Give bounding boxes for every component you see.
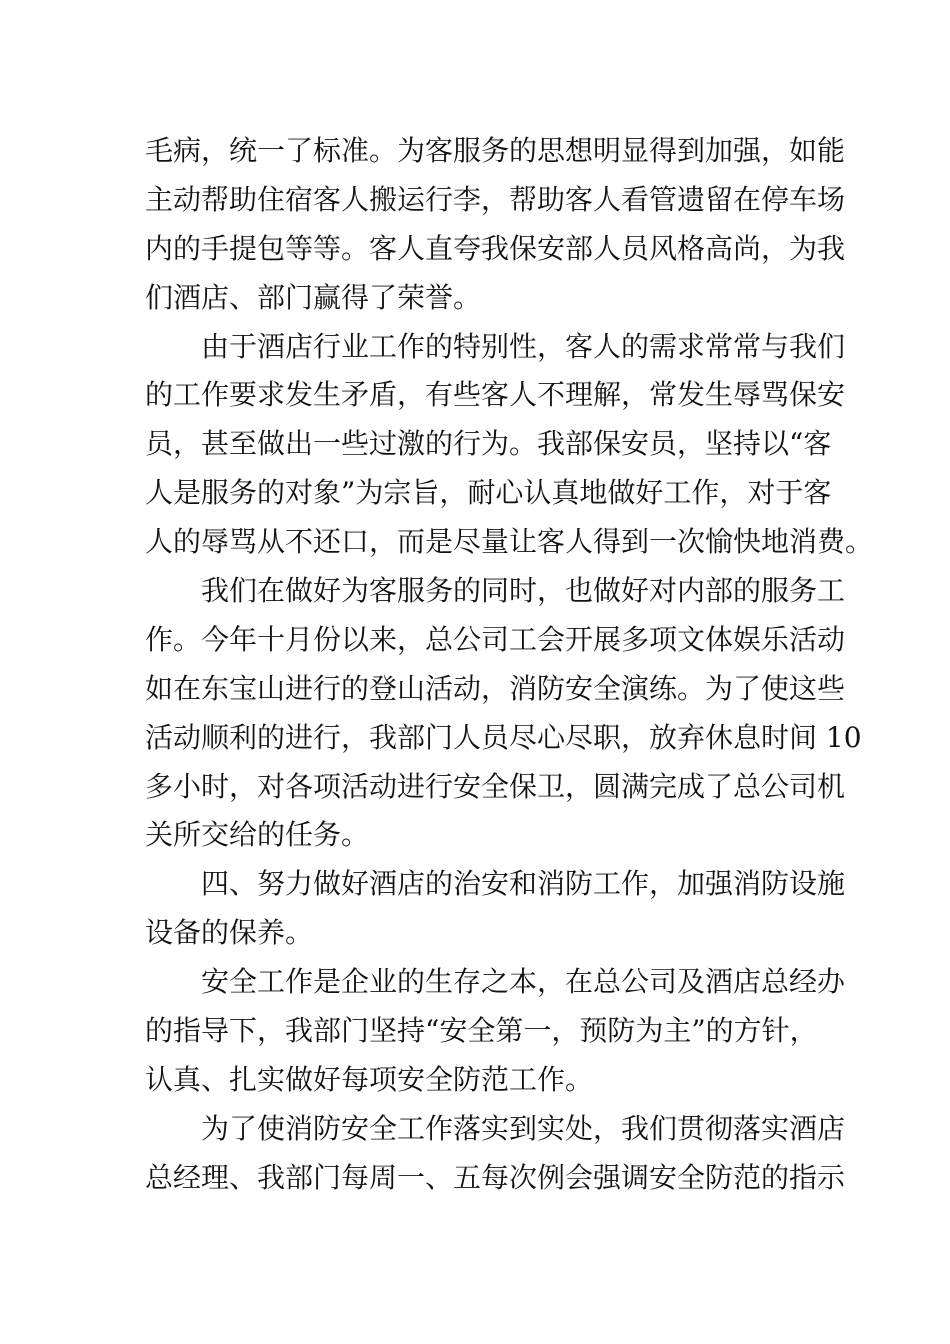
text-line: 活动顺利的进行，我部门人员尽心尽职，放弃休息时间 10	[145, 720, 862, 754]
document-body	[145, 127, 874, 1203]
text-line: 设备的保养。	[145, 916, 314, 950]
text-line: 内的手提包等等。客人直夸我保安部人员风格高尚，为我	[145, 231, 846, 265]
text-line: 我们在做好为客服务的同时，也做好对内部的服务工	[201, 574, 846, 608]
text-line: 由于酒店行业工作的特别性，客人的需求常常与我们	[201, 329, 846, 363]
text-line: 们酒店、部门赢得了荣誉。	[145, 280, 482, 314]
text-line: 的工作要求发生矛盾，有些客人不理解，常发生辱骂保安	[145, 378, 846, 412]
text-line: 人的辱骂从不还口，而是尽量让客人得到一次愉快地消费。	[145, 525, 874, 559]
text-line: 多小时，对各项活动进行安全保卫，圆满完成了总公司机	[145, 769, 846, 803]
text-line: 主动帮助住宿客人搬运行李，帮助客人看管遗留在停车场	[145, 182, 846, 216]
text-line: 关所交给的任务。	[145, 818, 370, 852]
text-line: 为了使消防安全工作落实到实处，我们贯彻落实酒店	[201, 1111, 846, 1145]
text-line: 如在东宝山进行的登山活动，消防安全演练。为了使这些	[145, 671, 846, 705]
text-line: 毛病，统一了标准。为客服务的思想明显得到加强，如能	[145, 134, 846, 167]
text-line: 的指导下，我部门坚持“安全第一，预防为主”的方针，	[145, 1014, 818, 1048]
text-line: 作。今年十月份以来，总公司工会开展多项文体娱乐活动	[145, 622, 846, 656]
text-line: 人是服务的对象”为宗旨，耐心认真地做好工作，对于客	[145, 476, 832, 510]
text-line: 四、努力做好酒店的治安和消防工作，加强消防设施	[201, 867, 846, 901]
text-line: 认真、扎实做好每项安全防范工作。	[145, 1062, 594, 1096]
text-line: 总经理、我部门每周一、五每次例会强调安全防范的指示	[145, 1160, 846, 1194]
text-line: 安全工作是企业的生存之本，在总公司及酒店总经办	[201, 965, 846, 999]
text-line: 员，甚至做出一些过激的行为。我部保安员，坚持以“客	[145, 427, 832, 461]
